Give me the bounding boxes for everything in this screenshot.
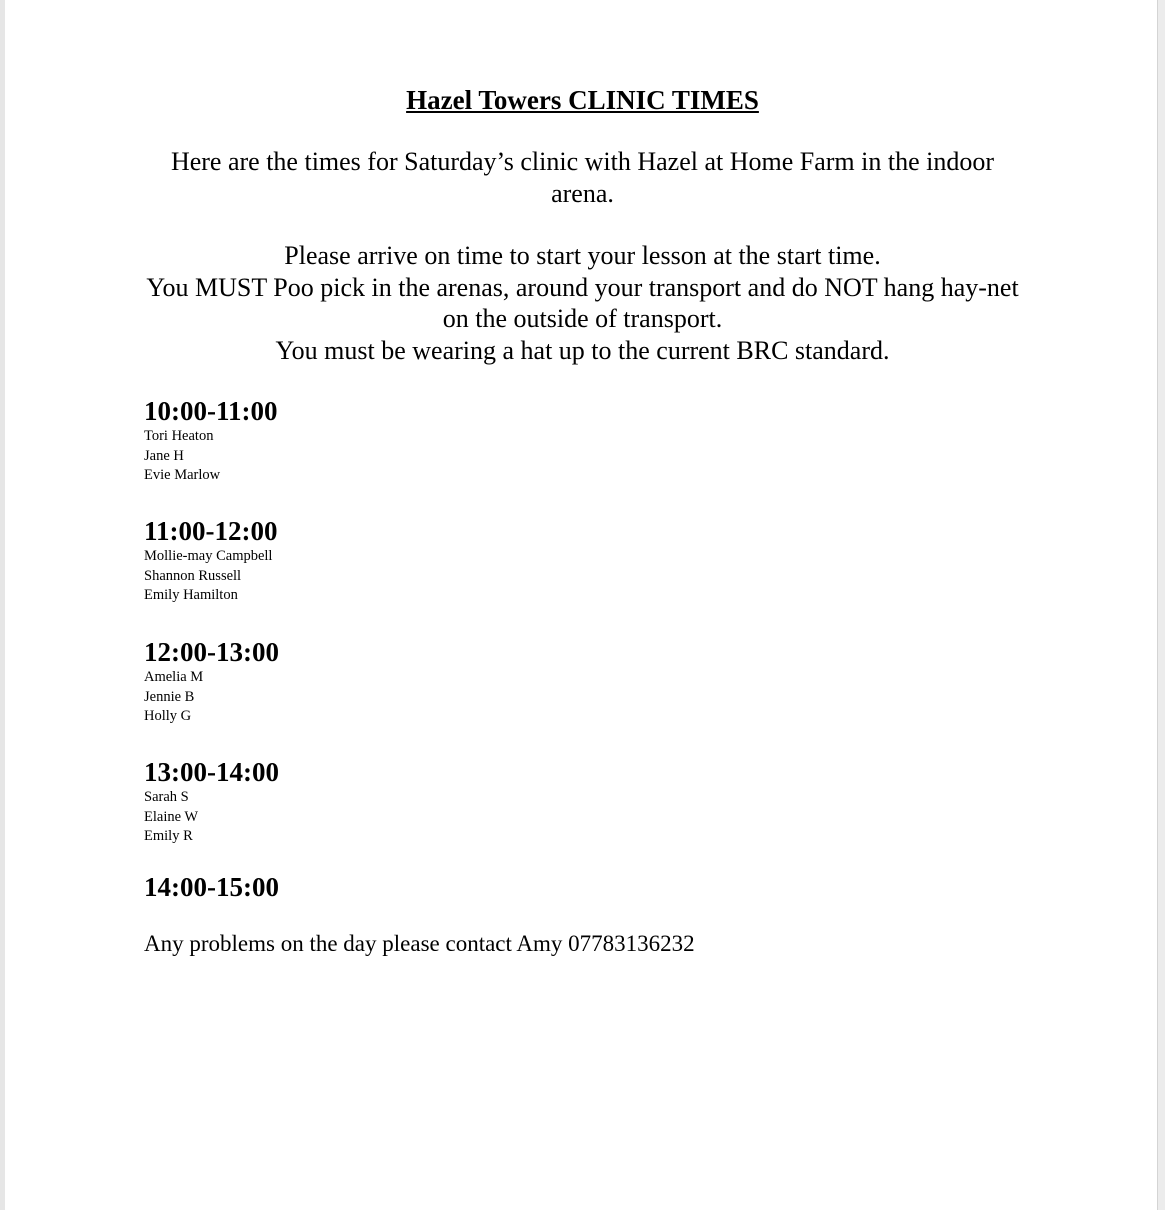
rider-name: Evie Marlow	[144, 467, 221, 483]
rider-name: Shannon Russell	[144, 567, 242, 584]
rider-name: Elaine W	[144, 808, 199, 825]
rule-arrival: Please arrive on time to start your lesson at the start time.	[284, 241, 881, 270]
time-slot-1	[144, 396, 277, 486]
time-slot-3	[144, 637, 279, 727]
time-slot-2	[144, 516, 277, 606]
slot-time: 11:00-12:00	[144, 516, 278, 546]
slot-time: 12:00-13:00	[144, 637, 279, 667]
slot-time: 13:00-14:00	[144, 757, 279, 787]
page-edge-left	[0, 0, 5, 1210]
intro-paragraph: Here are the times for Saturday’s clinic with Hazel at Home Farm in the indoor arena.	[170, 147, 995, 208]
rider-name: Mollie-may Campbell	[144, 548, 273, 564]
rider-list	[144, 788, 279, 847]
contact-line: Any problems on the day please contact Amy 07783136232	[144, 931, 695, 956]
rider-name: Jennie B	[144, 688, 195, 705]
rider-name: Amelia M	[144, 669, 204, 685]
rider-name: Emily Hamilton	[144, 587, 238, 603]
scrollbar-track[interactable]	[1158, 0, 1165, 1210]
rider-name: Tori Heaton	[144, 428, 214, 444]
time-slot-5	[144, 872, 279, 902]
rider-name: Sarah S	[144, 789, 189, 805]
rule-hat-standard: You must be wearing a hat up to the current BRC standard.	[275, 335, 890, 365]
rider-name: Jane H	[144, 447, 184, 464]
rider-list	[144, 427, 277, 486]
slot-time: 10:00-11:00	[144, 396, 278, 426]
rider-name: Holly G	[144, 708, 192, 724]
page-title: Hazel Towers CLINIC TIMES	[406, 85, 759, 115]
slot-time: 14:00-15:00	[144, 872, 279, 902]
rider-list	[144, 547, 277, 606]
rider-list	[144, 668, 279, 727]
rider-name: Emily R	[144, 828, 193, 844]
rule-poo-pick: You MUST Poo pick in the arenas, around your transport and do NOT hang hay-net on the outside of transport.	[146, 272, 1019, 333]
time-slot-4	[144, 757, 279, 847]
rules-block	[140, 240, 1025, 366]
